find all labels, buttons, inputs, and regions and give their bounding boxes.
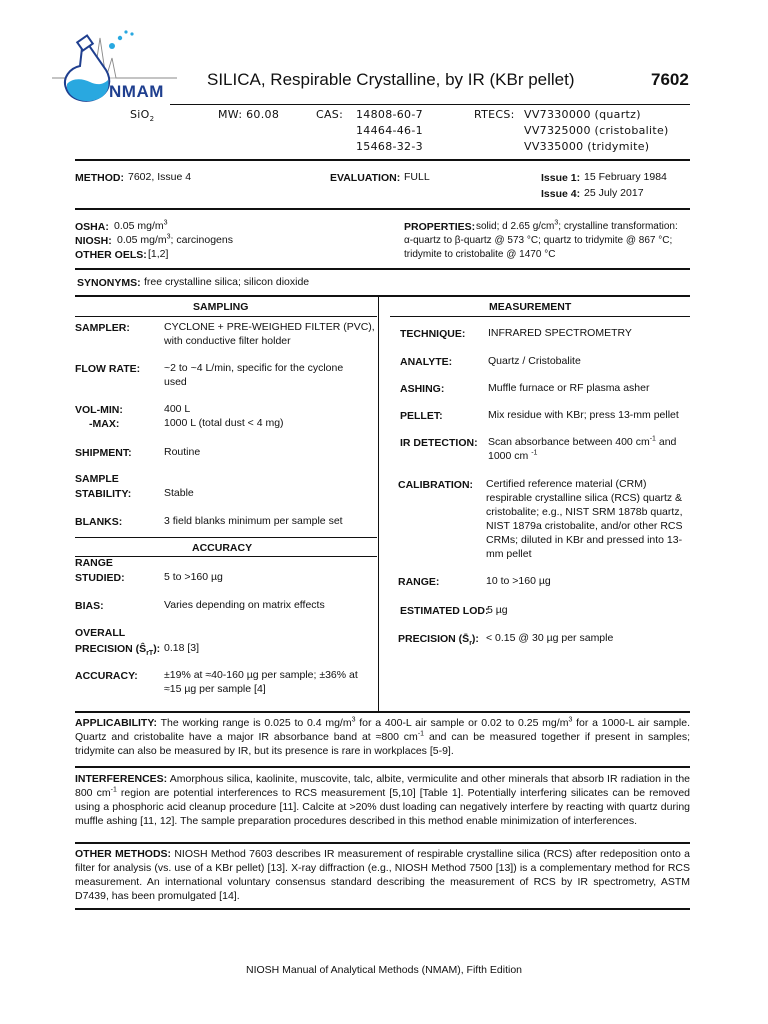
evaluation-value: FULL — [404, 171, 430, 183]
range-studied-value: 5 to >160 µg — [164, 571, 223, 583]
niosh-value: 0.05 $mg/m^3$; carcinogens — [117, 233, 233, 246]
title-rule — [170, 104, 690, 105]
vol-min-value: 400 L — [164, 403, 191, 415]
footer-text: NIOSH Manual of Analytical Methods (NMAM), Fifth Edition — [245, 964, 522, 976]
divider — [75, 537, 377, 538]
calibration-value: cristobalite; e.g., NIST SRM 1878b quartz, — [486, 506, 683, 518]
method-value: 7602, Issue 4 — [128, 171, 192, 183]
divider — [75, 268, 690, 270]
divider — [390, 316, 690, 317]
accuracy-value: ≈15 µg per sample [4] — [164, 683, 266, 695]
precision-value: < 0.15 @ 30 µg per sample — [486, 632, 614, 644]
ir-detection-label: IR DETECTION: — [400, 437, 478, 449]
calibration-value: mm pellet — [486, 548, 532, 560]
flow-rate-value: ~2 to ~4 L/min, specific for the cyclone — [164, 362, 344, 374]
ir-detection-value: Scan absorbance between 400 $cm^{-1}$ and — [488, 435, 677, 448]
calibration-label: CALIBRATION: — [398, 479, 474, 491]
range-studied-label: STUDIED: — [75, 572, 125, 584]
sampler-value: with conductive filter holder — [164, 335, 291, 347]
other-oels-value: [1,2] — [148, 248, 169, 260]
accuracy-heading: ACCURACY — [192, 542, 253, 554]
stability-value: Stable — [164, 487, 194, 499]
measurement-heading: MEASUREMENT — [489, 301, 572, 313]
analyte-label: ANALYTE: — [400, 356, 453, 368]
properties-line: tridymite to cristobalite @ 1470 °C — [404, 249, 556, 260]
vol-max-value: 1000 L (total dust < 4 mg) — [164, 417, 284, 429]
sampling-heading: SAMPLING — [193, 301, 249, 313]
calibration-value: Certified reference material (CRM) — [486, 478, 647, 490]
synonyms-value: free crystalline silica; silicon dioxide — [144, 276, 310, 288]
rtecs-number: VV7330000 (quartz) — [524, 108, 641, 121]
vol-max-label: -MAX: — [89, 418, 120, 430]
properties-line: solid; d 2.65 $g/cm^3$; crystalline transformation: — [476, 219, 678, 232]
rtecs-number: VV335000 (tridymite) — [524, 140, 650, 153]
divider — [75, 556, 377, 557]
niosh-label: NIOSH: — [75, 235, 112, 247]
rtecs-label: RTECS: — [474, 108, 515, 121]
issue1-label: Issue 1: — [541, 172, 581, 184]
shipment-value: Routine — [164, 446, 201, 458]
range-label: RANGE: — [398, 576, 440, 588]
logo-text: NMAM — [109, 82, 164, 101]
divider — [75, 316, 377, 317]
sampler-label: SAMPLER: — [75, 322, 130, 334]
applicability-paragraph: APPLICABILITY: The working range is 0.025 to 0.4 $mg/m^3$ for a 400-L air sample or 0.02 to 0.25 $mg/m^3$ for a 1000-L air sample. Quartz and cristobalite have a major IR absorbance band at ≈800 $cm^{-1}$ and can be measured together if present in samples; tridymite can also be measured by IR, but its presence is rare in workplaces [5-9]. — [75, 716, 691, 757]
range-value: 10 to >160 µg — [486, 575, 551, 587]
technique-value: INFRARED SPECTROMETRY — [488, 327, 632, 339]
cas-label: CAS: — [316, 108, 344, 121]
sampler-value: CYCLONE + PRE-WEIGHED FILTER (PVC), — [164, 321, 375, 333]
ir-detection-value: 1000 cm $^{-1}$ — [488, 449, 538, 462]
overall-precision-label: OVERALL — [75, 627, 126, 639]
divider — [75, 295, 690, 297]
accuracy-label: ACCURACY: — [75, 670, 138, 682]
issue1-value: 15 February 1984 — [584, 171, 667, 183]
issue4-label: Issue 4: — [541, 188, 581, 200]
molecular-weight: MW: 60.08 — [218, 108, 280, 121]
lod-value: 5 µg — [487, 604, 508, 616]
other-oels-label: OTHER OELS: — [75, 249, 147, 261]
cas-number: 14464-46-1 — [356, 124, 423, 137]
page-title: SILICA, Respirable Crystalline, by IR (KBr pellet) — [207, 70, 575, 89]
bias-value: Varies depending on matrix effects — [164, 599, 325, 611]
blanks-value: 3 field blanks minimum per sample set — [164, 515, 343, 527]
chemical-formula: SiO$_2$ — [130, 108, 155, 124]
osha-value: 0.05 $mg/m^3$ — [114, 219, 168, 232]
osha-label: OSHA: — [75, 221, 109, 233]
synonyms-label: SYNONYMS: — [77, 277, 141, 289]
calibration-value: NIST 1879a cristobalite, and/or other RCS — [486, 520, 683, 532]
divider — [75, 208, 690, 210]
accuracy-value: ±19% at ≈40-160 µg per sample; ±36% at — [164, 669, 358, 681]
properties-line: α-quartz to β-quartz @ 573 °C; quartz to tridymite @ 867 °C; — [404, 235, 673, 246]
divider — [75, 766, 690, 768]
evaluation-label: EVALUATION: — [330, 172, 401, 184]
issue4-value: 25 July 2017 — [584, 187, 644, 199]
method-label: METHOD: — [75, 172, 124, 184]
interferences-paragraph: INTERFERENCES: Amorphous silica, kaolinite, muscovite, talc, albite, vermiculite and other minerals that absorb IR radiation in the 800 $cm^{-1}$ region are potential interferences to RCS measurement [5,10] [Table 1]. Potentially interfering silicates can be removed using a phosphoric acid cleanup procedure [11]. Calcite at >20% dust loading can negatively interfere by reacting with quartz during muffle ashing [11, 12]. The sample preparation procedures described in this method enable minimization of interferences. — [75, 773, 690, 827]
blanks-label: BLANKS: — [75, 516, 123, 528]
range-studied-label: RANGE — [75, 557, 113, 569]
nmam-logo — [52, 8, 177, 108]
properties-label: PROPERTIES: — [404, 221, 476, 233]
lod-label: ESTIMATED LOD: — [400, 605, 489, 617]
overall-precision-label: PRECISION $(Ŝ_{rT})$: — [75, 643, 161, 658]
ashing-value: Muffle furnace or RF plasma asher — [488, 382, 650, 394]
overall-precision-value: 0.18 [3] — [164, 642, 200, 654]
flow-rate-value: used — [164, 376, 187, 388]
cas-number: 14808-60-7 — [356, 108, 423, 121]
precision-label: PRECISION $(S̄_r)$: — [398, 633, 479, 648]
bias-label: BIAS: — [75, 600, 104, 612]
pellet-value: Mix residue with KBr; press 13-mm pellet — [488, 409, 679, 421]
divider — [75, 908, 690, 910]
analyte-value: Quartz / Cristobalite — [488, 355, 581, 367]
column-divider — [378, 297, 379, 711]
divider — [75, 842, 690, 844]
cas-number: 15468-32-3 — [356, 140, 423, 153]
stability-label: STABILITY: — [75, 488, 132, 500]
shipment-label: SHIPMENT: — [75, 447, 132, 459]
ashing-label: ASHING: — [400, 383, 445, 395]
calibration-value: CRMs; diluted in KBr and pressed into 13- — [486, 534, 683, 546]
technique-label: TECHNIQUE: — [400, 328, 466, 340]
vol-min-label: VOL-MIN: — [75, 404, 123, 416]
other-methods-paragraph: OTHER METHODS: NIOSH Method 7603 describes IR measurement of respirable crystalline silica (RCS) after redeposition onto a filter for analysis (vs. use of a KBr pellet) [13]. X-ray diffraction (e.g., NIOSH Method 7500 [13]) is a complementary method for RCS measurement. An international voluntary consensus standard describing the measurement of RCS by IR spectrometry, ASTM D7439, has been promulgated [14]. — [75, 848, 690, 902]
stability-label: SAMPLE — [75, 473, 119, 485]
method-number: 7602 — [651, 70, 689, 89]
divider — [75, 159, 690, 161]
calibration-value: respirable crystalline silica (RCS) quartz & — [486, 492, 683, 504]
flow-rate-label: FLOW RATE: — [75, 363, 141, 375]
pellet-label: PELLET: — [400, 410, 443, 422]
divider — [75, 711, 690, 713]
rtecs-number: VV7325000 (cristobalite) — [524, 124, 669, 137]
